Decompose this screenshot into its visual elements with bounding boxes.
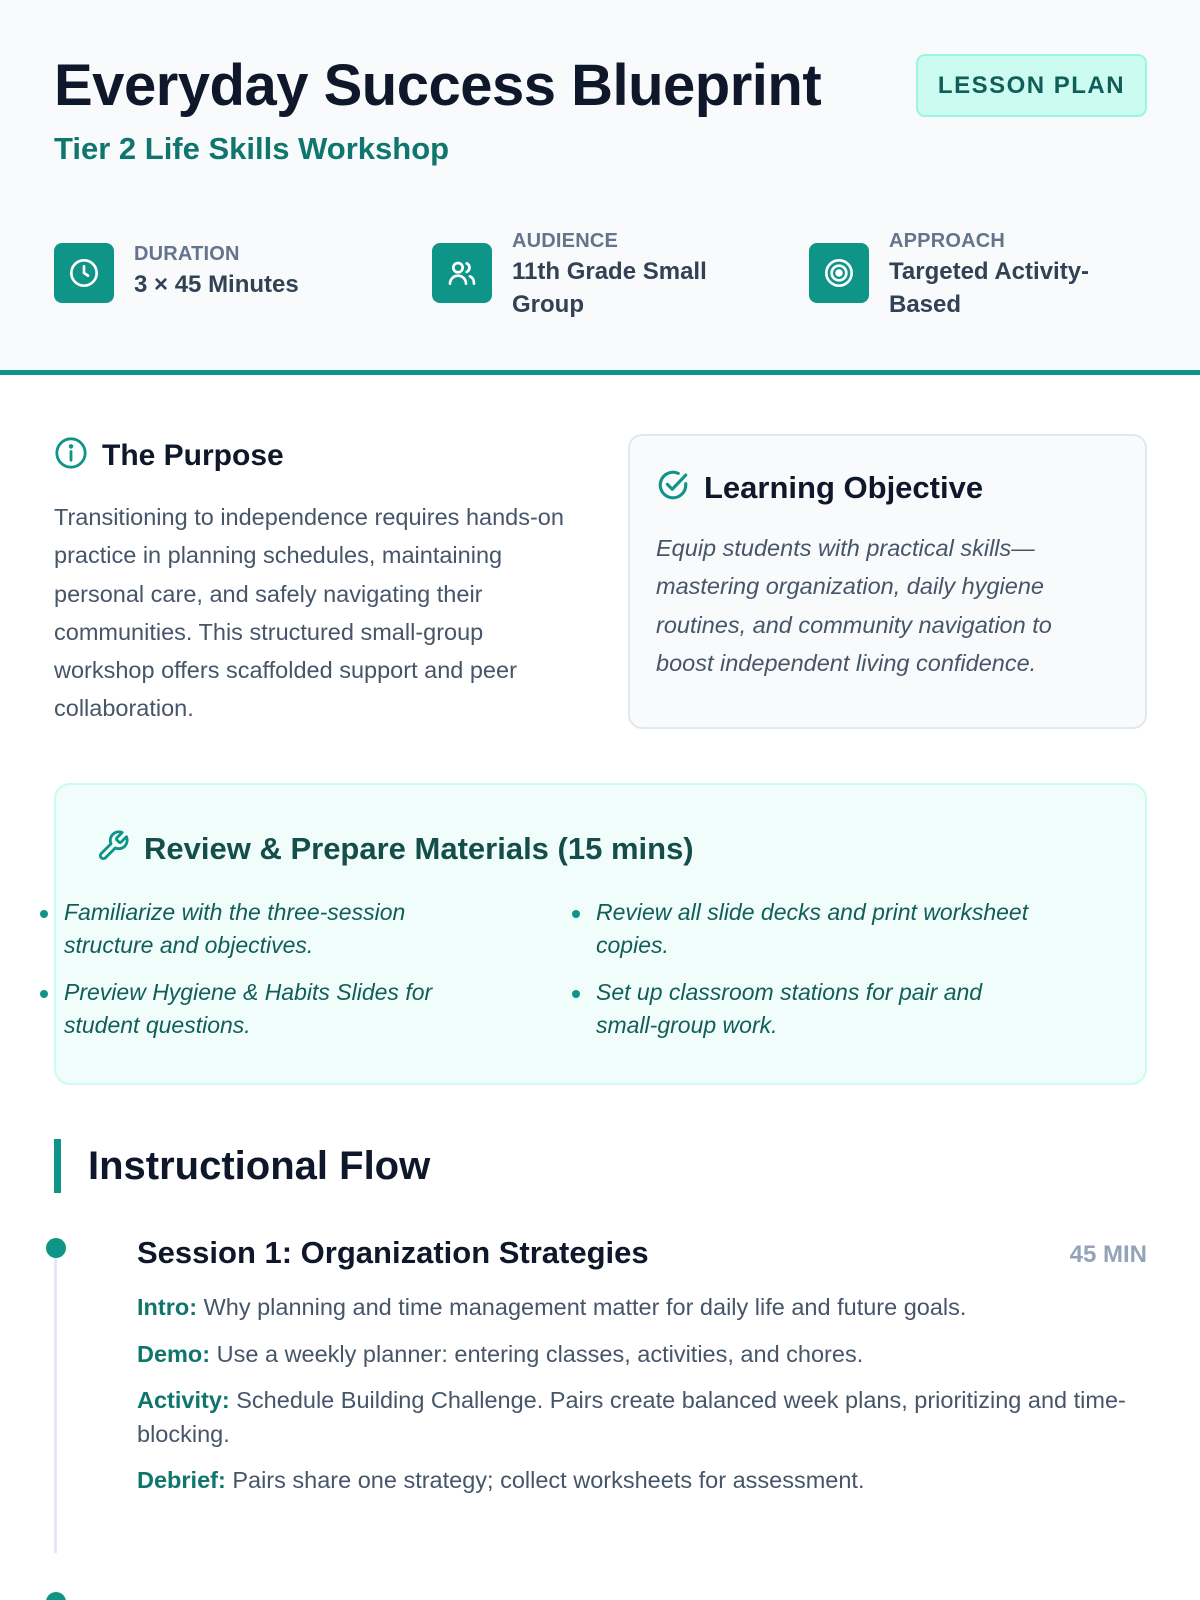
timeline-dot xyxy=(46,1238,66,1258)
session-duration: 45 MIN xyxy=(1069,1241,1147,1268)
meta-value: 11th Grade Small Group xyxy=(512,258,707,318)
meta-value: 3 × 45 Minutes xyxy=(134,271,299,298)
timeline-line xyxy=(54,1258,57,1553)
materials-title: Review & Prepare Materials (15 mins) xyxy=(144,830,694,866)
meta-label: AUDIENCE xyxy=(512,230,619,252)
timeline-dot xyxy=(46,1592,66,1600)
page-subtitle: Tier 2 Life Skills Workshop xyxy=(54,131,450,166)
session-step-activity xyxy=(137,1384,1147,1451)
list-item: Preview Hygiene & Habits Slides for student questions. xyxy=(40,976,460,1042)
flow-heading xyxy=(54,1139,430,1193)
step-label: Activity: xyxy=(137,1387,230,1413)
meta-audience xyxy=(432,230,742,321)
step-text: Why planning and time management matter for daily life and future goals. xyxy=(203,1294,967,1320)
step-text: Pairs share one strategy; collect worksheets for assessment. xyxy=(232,1467,865,1493)
users-icon xyxy=(432,243,492,303)
list-item: Review all slide decks and print worksheet copies. xyxy=(572,896,1032,962)
meta-duration xyxy=(54,243,299,303)
session-step-demo xyxy=(137,1338,1147,1372)
materials-list-left xyxy=(40,896,460,1056)
lesson-plan-badge: LESSON PLAN xyxy=(916,54,1147,117)
list-item: Familiarize with the three-session structure and objectives. xyxy=(40,896,460,962)
session-step-intro xyxy=(137,1291,1147,1325)
session-step-debrief xyxy=(137,1464,1147,1498)
wrench-icon xyxy=(96,829,130,868)
session-title: Session 1: Organization Strategies xyxy=(137,1235,649,1270)
materials-list-right xyxy=(572,896,1032,1056)
meta-label: DURATION xyxy=(134,243,240,265)
materials-heading xyxy=(96,829,694,868)
step-label: Debrief: xyxy=(137,1467,226,1493)
learning-objective-card xyxy=(628,434,1147,729)
purpose-text: Transitioning to independence requires hands-on practice in planning schedules, maintaining personal care, and safely navigating their communities. This structured small-group workshop offers scaffolded support and peer collaboration. xyxy=(54,504,564,722)
clock-icon xyxy=(54,243,114,303)
purpose-heading xyxy=(54,436,284,475)
meta-label: APPROACH xyxy=(889,230,1006,252)
step-text: Use a weekly planner: entering classes, activities, and chores. xyxy=(216,1340,864,1367)
flow-title: Instructional Flow xyxy=(88,1143,431,1188)
meta-value: Targeted Activity-Based xyxy=(889,258,1090,318)
objective-heading xyxy=(656,468,983,507)
session-steps xyxy=(137,1291,1147,1511)
target-icon xyxy=(809,243,869,303)
objective-text: Equip students with practical skills—mastering organization, daily hygiene routines, and community navigation to boost independent living confidence. xyxy=(656,535,1052,676)
list-item: Set up classroom stations for pair and small-group work. xyxy=(572,976,1032,1042)
page-title: Everyday Success Blueprint xyxy=(54,53,822,118)
check-circle-icon xyxy=(656,468,690,507)
step-text: Schedule Building Challenge. Pairs create balanced week plans, prioritizing and time-blocking. xyxy=(137,1387,1126,1447)
info-icon xyxy=(54,436,88,475)
lesson-header xyxy=(0,0,1200,375)
meta-approach xyxy=(809,230,1119,321)
step-label: Demo: xyxy=(137,1340,211,1367)
step-label: Intro: xyxy=(137,1294,198,1320)
objective-title: Learning Objective xyxy=(704,469,984,505)
purpose-title: The Purpose xyxy=(102,438,284,472)
